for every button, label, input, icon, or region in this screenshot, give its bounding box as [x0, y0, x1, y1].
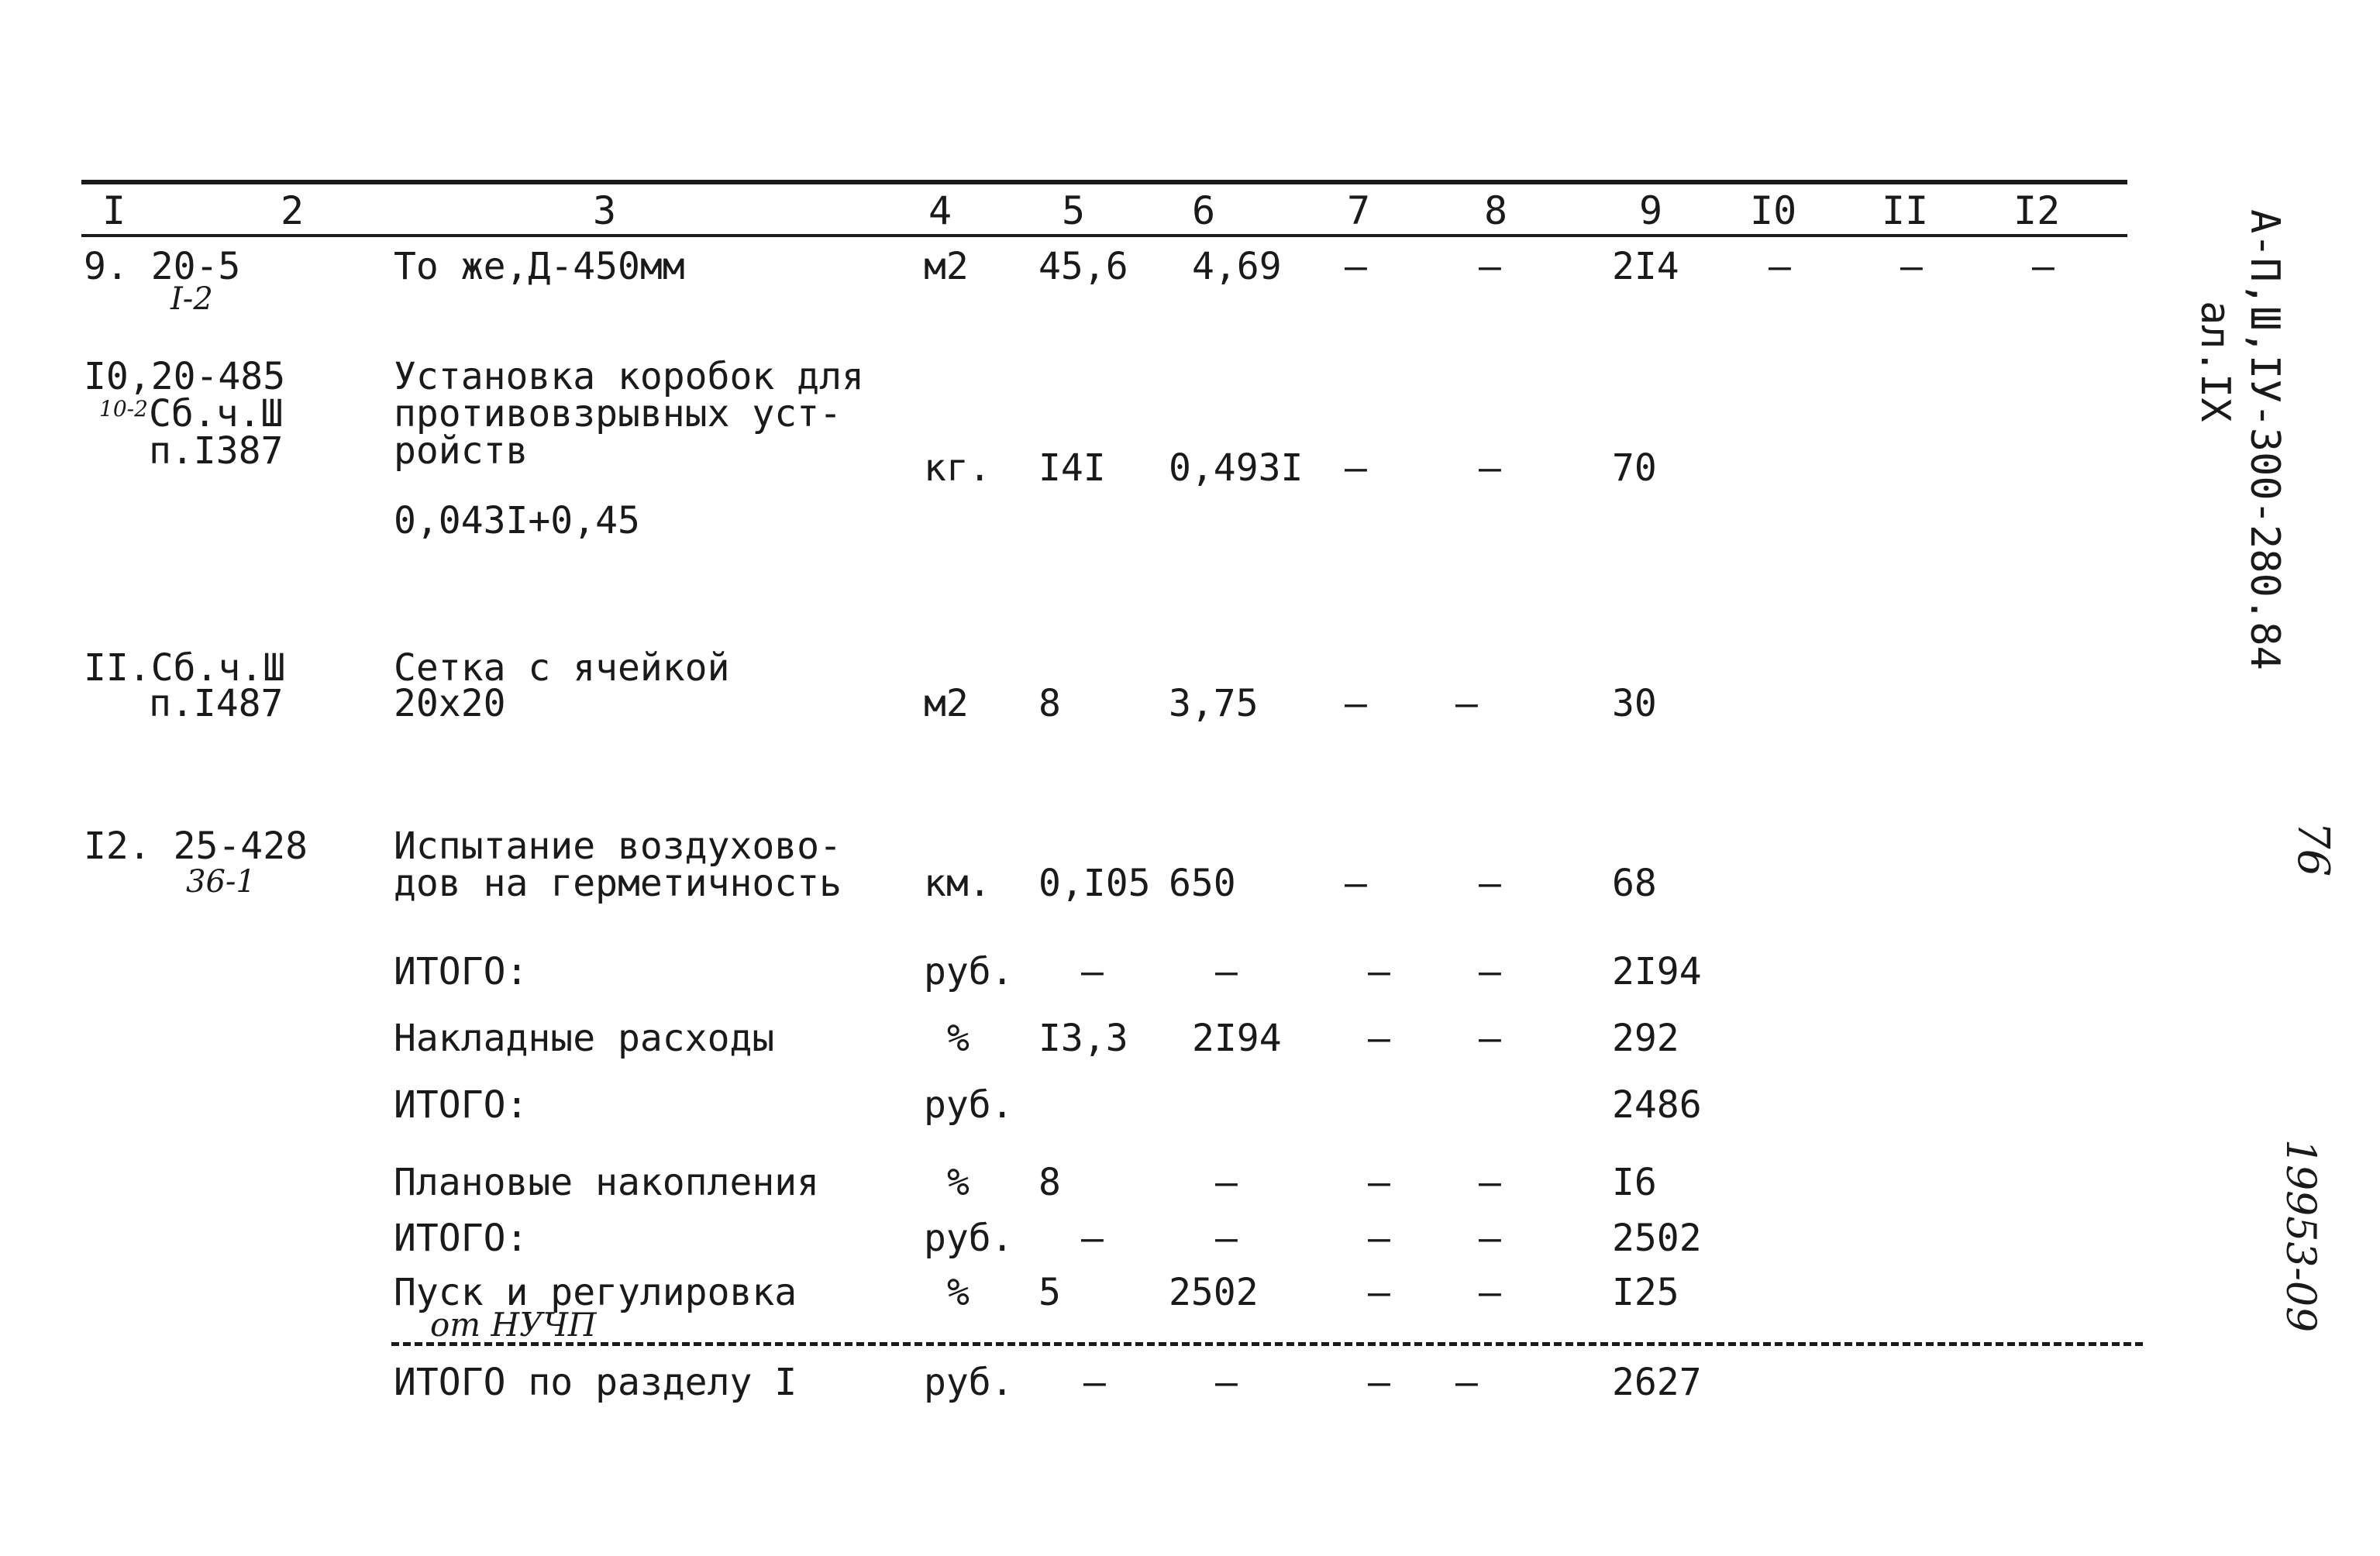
totals-col9: 292 [1612, 1017, 1679, 1060]
row-unit: м2 [924, 682, 969, 725]
row-number: 9. 20-5 [84, 245, 241, 288]
section-total-col5: – [1083, 1361, 1106, 1404]
row-unit: км. [924, 862, 991, 905]
row-col5: 45,6 [1038, 245, 1128, 288]
row-description: ройств [394, 429, 529, 473]
row-description: противовзрывных уст- [394, 392, 842, 435]
totals-unit: руб. [924, 1217, 1014, 1260]
row-col12: – [2032, 245, 2055, 288]
row-description: Установка коробок для [394, 355, 864, 398]
row-col9: 68 [1612, 862, 1657, 905]
section-total-col6: – [1215, 1361, 1238, 1404]
totals-label: ИТОГО: [394, 950, 529, 993]
row-col8: – [1479, 862, 1501, 905]
row-col5: 8 [1038, 682, 1061, 725]
row-note: I-2 [170, 281, 213, 317]
section-total-col9: 2627 [1612, 1361, 1702, 1404]
row-number: II.Сб.ч.Ш [84, 646, 286, 690]
row-col6: 650 [1169, 862, 1236, 905]
totals-col6: 2I94 [1192, 1017, 1282, 1060]
totals-col5: – [1081, 1217, 1104, 1260]
row-unit: м2 [924, 245, 969, 288]
totals-col5: 5 [1038, 1271, 1061, 1314]
row-col8: – [1479, 446, 1501, 490]
row-number-line: Сб.ч.Ш [149, 392, 284, 435]
section-total-unit: руб. [924, 1361, 1014, 1404]
totals-col6: – [1215, 1161, 1238, 1204]
header-col-8: 8 [1484, 188, 1508, 233]
doc-code: А-П,Ш,IУ-300-280.84 [2241, 209, 2288, 670]
totals-col5: – [1081, 950, 1104, 993]
row-col5: 0,I05 [1038, 862, 1151, 905]
album-label: ал.IX [2192, 301, 2238, 422]
row-col7: – [1345, 682, 1367, 725]
row-col7: – [1345, 446, 1367, 490]
header-col-1: I [102, 188, 126, 233]
row-col9: 30 [1612, 682, 1657, 725]
row-col8: – [1479, 245, 1501, 288]
row-col8: – [1455, 682, 1478, 725]
totals-col7: – [1368, 1271, 1390, 1314]
section-total-col8: – [1455, 1361, 1478, 1404]
totals-label: ИТОГО: [394, 1083, 529, 1127]
row-number-line: п.I487 [149, 682, 284, 725]
totals-label: Плановые накопления [394, 1161, 820, 1204]
header-col-3: 3 [593, 188, 617, 233]
totals-col7: – [1368, 1161, 1390, 1204]
section-total-col7: – [1368, 1361, 1390, 1404]
row-number: I2. 25-428 [84, 824, 308, 868]
section-dashed-rule [391, 1342, 2143, 1346]
totals-unit: руб. [924, 1083, 1014, 1127]
row-col5: I4I [1038, 446, 1106, 490]
row-description: дов на герметичность [394, 862, 842, 905]
totals-note: от НУЧП [430, 1306, 597, 1344]
totals-label: ИТОГО: [394, 1217, 529, 1260]
totals-col5: I3,3 [1038, 1017, 1128, 1060]
row-number-line: п.I387 [149, 429, 284, 473]
header-col-12: I2 [2013, 188, 2061, 233]
row-col6: 3,75 [1169, 682, 1259, 725]
row-description: 20х20 [394, 682, 506, 725]
totals-col8: – [1479, 1271, 1501, 1314]
row-number: I0,20-485 [84, 355, 286, 398]
page-number: 76 [2288, 821, 2338, 877]
totals-col9: 2502 [1612, 1217, 1702, 1260]
row-description: Испытание воздухово- [394, 824, 842, 868]
row-col7: – [1345, 245, 1367, 288]
header-col-2: 2 [281, 188, 305, 233]
row-col11: – [1900, 245, 1923, 288]
row-description: То же,Д-450мм [394, 245, 685, 288]
totals-col7: – [1368, 1017, 1390, 1060]
table-top-rule [81, 180, 2127, 184]
totals-col7: – [1368, 1217, 1390, 1260]
totals-unit: руб. [924, 950, 1014, 993]
row-description: Сетка с ячейкой [394, 646, 730, 690]
totals-col7: – [1368, 950, 1390, 993]
table-header-rule [81, 234, 2127, 237]
header-col-10: I0 [1750, 188, 1797, 233]
header-col-4: 4 [928, 188, 952, 233]
totals-unit: % [947, 1271, 970, 1314]
totals-label: Накладные расходы [394, 1017, 775, 1060]
totals-col9: I25 [1612, 1271, 1679, 1314]
totals-unit: % [947, 1161, 970, 1204]
row-col9: 70 [1612, 446, 1657, 490]
row-col10: – [1769, 245, 1791, 288]
row-col6: 4,69 [1192, 245, 1282, 288]
totals-col6: 2502 [1169, 1271, 1259, 1314]
header-col-5: 5 [1062, 188, 1086, 233]
totals-col5: 8 [1038, 1161, 1061, 1204]
totals-col9: 2I94 [1612, 950, 1702, 993]
header-col-6: 6 [1192, 188, 1216, 233]
row-unit: кг. [924, 446, 991, 490]
header-col-11: II [1882, 188, 1929, 233]
archive-number: 19953-09 [2277, 1139, 2323, 1333]
totals-label: Пуск и регулировка [394, 1271, 797, 1314]
totals-col8: – [1479, 1017, 1501, 1060]
totals-col9: 2486 [1612, 1083, 1702, 1127]
row-col7: – [1345, 862, 1367, 905]
section-total-label: ИТОГО по разделу I [394, 1361, 797, 1404]
totals-col8: – [1479, 1161, 1501, 1204]
row-col6: 0,493I [1169, 446, 1304, 490]
totals-col6: – [1215, 1217, 1238, 1260]
totals-col9: I6 [1612, 1161, 1657, 1204]
row-formula: 0,043I+0,45 [394, 499, 640, 542]
row-note: 10-2 [99, 396, 148, 422]
totals-col6: – [1215, 950, 1238, 993]
row-col9: 2I4 [1612, 245, 1679, 288]
header-col-7: 7 [1347, 188, 1371, 233]
row-note: 36-1 [186, 864, 256, 900]
totals-col8: – [1479, 950, 1501, 993]
totals-col8: – [1479, 1217, 1501, 1260]
totals-unit: % [947, 1017, 970, 1060]
header-col-9: 9 [1639, 188, 1663, 233]
